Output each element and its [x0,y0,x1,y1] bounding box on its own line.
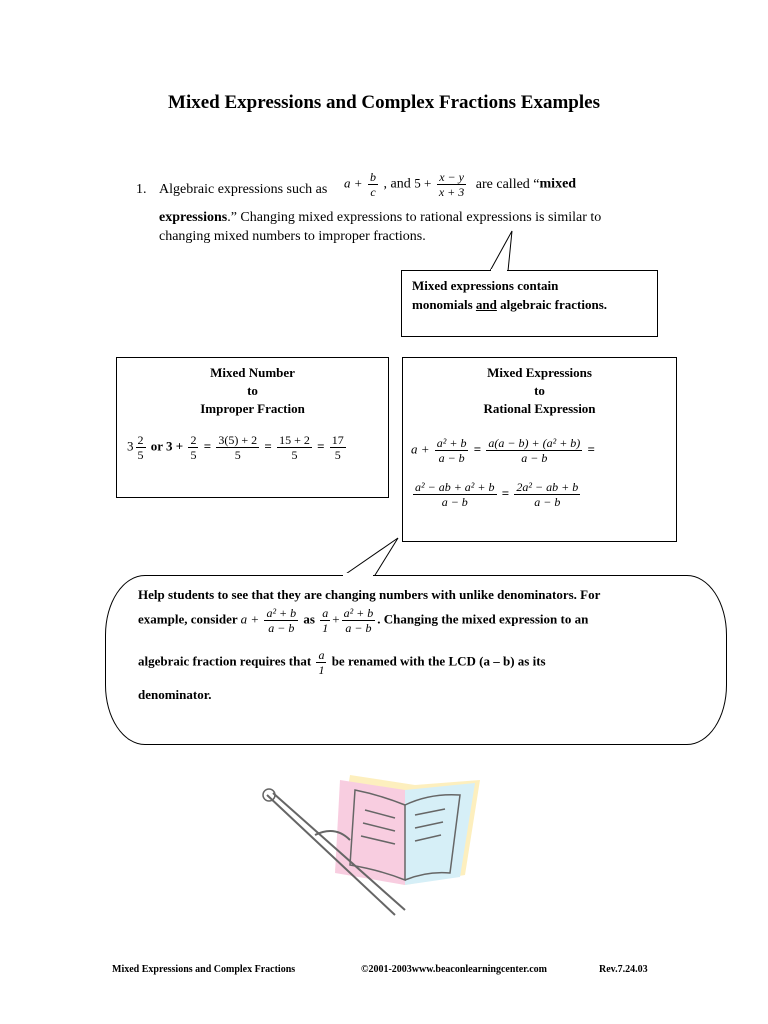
left-box-heading [117,364,388,418]
b3-num: a² + b [343,606,374,620]
equals-3: = [317,438,325,454]
f1-den: 5 [137,448,144,462]
r2-fraction [486,436,582,465]
and-text: , and [383,176,411,192]
callout-1 [401,270,658,337]
left-heading-2: to [247,383,258,398]
item-text-c: .” Changing mixed expressions to rational expressions is similar to [227,210,602,225]
r1-fraction [435,436,469,465]
bubble-line-2 [138,606,588,635]
r3-den: a − b [441,495,468,509]
callout-1-line1: Mixed expressions contain [412,278,559,293]
fraction-5 [330,433,346,462]
f5-num: 17 [331,433,344,447]
f4-den: 5 [291,448,298,462]
f1-num: 2 [137,433,144,447]
b4-num: a [318,648,325,662]
right-box-heading [403,364,676,418]
b1-num: a² + b [266,606,297,620]
footer-center: ©2001-2003www.beaconlearningcenter.com [361,964,547,975]
teacher-note-bubble [105,575,727,745]
mixed-bold: mixed [539,176,577,192]
fraction-4 [277,433,312,462]
bubble-example: example, consider [138,611,238,627]
a-plus: a + [411,441,430,457]
footer-left: Mixed Expressions and Complex Fractions [112,964,296,975]
item-text-a: Algebraic expressions such as [159,182,328,197]
callout-1-and: and [475,297,497,312]
bubble-line-3 [138,648,546,677]
equals-r1: = [473,441,482,457]
b4-den: 1 [318,663,325,677]
bubble-line-2-post: . Changing the mixed expression to an [377,611,589,627]
r3-fraction [413,480,497,509]
right-equation-1 [411,436,595,465]
right-heading-2: to [534,383,545,398]
callout-1-pointer [490,231,512,271]
callout-1-join [491,269,507,272]
f2-den: 5 [190,448,197,462]
equals-2: = [264,438,272,454]
b2-den: 1 [322,621,329,635]
right-heading-1: Mixed Expressions [487,365,592,380]
r3-num: a² − ab + a² + b [415,480,495,494]
right-equation-2 [411,480,582,509]
bubble-join [343,573,373,577]
b1-den: a − b [268,621,295,635]
fraction-2 [188,433,198,462]
bubble-line-1: Help students to see that they are changing numbers with unlike denominators. For [138,587,601,602]
mixed-expression-box [402,357,677,542]
r1-den: a − b [438,451,465,465]
mixed-fraction [136,433,146,462]
f3-num: 3(5) + 2 [218,433,258,447]
bubble-as: as [303,611,315,627]
bubble-frac-3 [342,606,376,635]
callout-1-line2 [412,297,607,313]
equals-r3: = [501,485,510,501]
bubble-frac-1 [264,606,298,635]
b2-num: a [322,606,329,620]
whole-number: 3 [127,438,134,454]
bubble-frac-4 [316,648,326,677]
expressions-bold: expressions [159,210,228,225]
left-heading-1: Mixed Number [210,365,295,380]
equals-r2: = [587,441,595,457]
expr-1-num: b [370,170,377,184]
item-text-d: changing mixed numbers to improper fractions. [159,229,426,244]
b3-den: a − b [345,621,372,635]
right-heading-3: Rational Expression [483,401,596,416]
callout-1-pre: monomials [412,297,476,312]
or-three: or 3 + [150,438,184,454]
f2-num: 2 [190,433,197,447]
expr-1-den: c [370,185,376,199]
expr-1-lead: a + [344,175,363,191]
expr-2-den: x + 3 [438,185,465,199]
bubble-a-plus: a + [240,611,260,627]
page-title: Mixed Expressions and Complex Fractions Examples [168,92,600,113]
item-number: 1. [136,182,147,197]
r1-num: a² + b [436,436,467,450]
fraction-3 [216,433,259,462]
r4-den: a − b [534,495,561,509]
open-book-with-compass-icon [255,765,495,925]
left-heading-3: Improper Fraction [200,401,305,416]
bubble-line-3-post: be renamed with the LCD (a – b) as its [331,653,546,669]
r4-num: 2a² − ab + b [516,480,579,494]
f3-den: 5 [234,448,241,462]
f4-num: 15 + 2 [279,433,310,447]
left-box-equation [127,433,348,462]
expr-2-lead: 5 + [414,175,432,191]
callout-1-post: algebraic fractions. [496,297,608,312]
item-text-b: are called “ [475,176,540,192]
bubble-frac-2 [320,606,330,635]
r2-num: a(a − b) + (a² + b) [488,436,581,450]
bubble-line-3-pre: algebraic fraction requires that [138,653,312,669]
expr-2-num: x − y [437,170,466,185]
mixed-number-box [116,357,389,498]
footer-right: Rev.7.24.03 [599,964,648,975]
r4-fraction [514,480,580,509]
bubble-line-4: denominator. [138,687,212,702]
f5-den: 5 [334,448,341,462]
equals-1: = [203,438,212,454]
bubble-plus: + [332,611,340,627]
r2-den: a − b [521,451,548,465]
